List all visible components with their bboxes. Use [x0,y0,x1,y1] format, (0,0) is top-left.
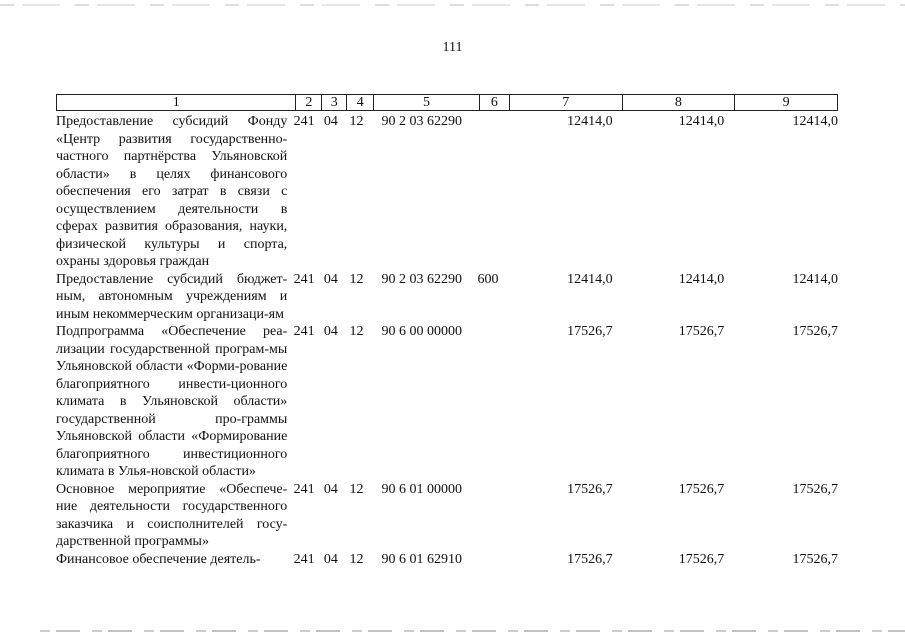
row-value-9: 12414,0 [792,271,838,287]
row-section: 04 [323,551,338,567]
scan-artifact-bottom [40,630,905,632]
table-row [56,481,838,551]
table-body [56,113,838,568]
row-name: Основное мероприятие «Обеспече-ние деятельности государственного заказчика и соисполнителей госу-дарственной программы» [56,481,288,549]
table-header [56,94,838,111]
row-expense-type [473,113,503,271]
row-value-9: 17526,7 [792,551,838,567]
header-col-1: 1 [172,95,180,110]
row-value-7: 12414,0 [567,271,613,287]
row-value-9: 17526,7 [792,324,838,339]
scan-artifact-top [0,4,905,6]
table-row [56,113,838,271]
row-name: Предоставление субсидий бюджет-ным, автономным учреждениям и иным некоммерческим организаци-ям [56,271,288,322]
row-subsection: 12 [349,481,364,497]
row-ministry: 241 [293,324,315,339]
row-value-8: 12414,0 [678,271,725,287]
row-expense-type [473,323,503,481]
row-ministry: 241 [293,271,315,287]
row-ministry: 241 [293,114,315,129]
table-row [56,271,838,324]
row-subsection: 12 [349,114,364,129]
row-target: 90 6 00 00000 [381,324,463,339]
row-value-8: 17526,7 [678,324,725,339]
row-section: 04 [323,324,338,339]
row-target: 90 6 01 62910 [381,551,463,567]
row-target: 90 2 03 62290 [381,114,463,129]
row-value-9: 17526,7 [792,481,838,497]
header-col-6: 6 [479,95,509,110]
header-col-5: 5 [373,95,479,110]
row-subsection: 12 [349,551,364,567]
row-value-7: 12414,0 [567,114,613,129]
row-value-8: 12414,0 [678,114,725,129]
row-section: 04 [323,481,338,497]
row-expense-type [473,481,503,551]
row-value-7: 17526,7 [567,324,613,339]
row-name: Подпрограмма «Обеспечение реа-лизации государственной програм-мы Ульяновской области «Форми-рование благоприятного инвести-ционного климата в Ульяновской области» государственной про-граммы Ульяновской области «Формирование благоприятного инвестиционного климата в Улья-новской области» [56,324,288,479]
row-value-9: 12414,0 [792,114,838,129]
row-value-7: 17526,7 [567,481,613,497]
row-name: Предоставление субсидий Фонду «Центр развития государственно-частного партнёрства Ульяновской области» в целях финансового обеспечения его затрат в связи с осуществлением деятельности в сферах развития образования, науки, физической культуры и спорта, охраны здоровья граждан [56,114,288,269]
header-col-4: 4 [346,95,373,110]
row-subsection: 12 [349,324,364,339]
header-col-7: 7 [509,95,622,110]
header-col-3: 3 [321,95,346,110]
row-target: 90 2 03 62290 [381,271,463,287]
row-ministry: 241 [293,551,315,567]
row-expense-type: 600 [477,271,499,287]
table-row [56,323,838,481]
row-value-8: 17526,7 [678,551,725,567]
row-subsection: 12 [349,271,364,287]
row-expense-type [473,551,503,569]
table-row [56,551,838,569]
row-section: 04 [323,271,338,287]
header-col-2: 2 [295,95,321,110]
row-ministry: 241 [293,481,315,497]
row-value-7: 17526,7 [567,551,613,567]
header-col-8: 8 [622,95,735,110]
row-section: 04 [323,114,338,129]
header-col-9: 9 [734,95,837,110]
row-value-8: 17526,7 [678,481,725,497]
row-name: Финансовое обеспечение деятель- [56,551,261,567]
row-target: 90 6 01 00000 [381,481,463,497]
page-number: 111 [442,40,463,55]
